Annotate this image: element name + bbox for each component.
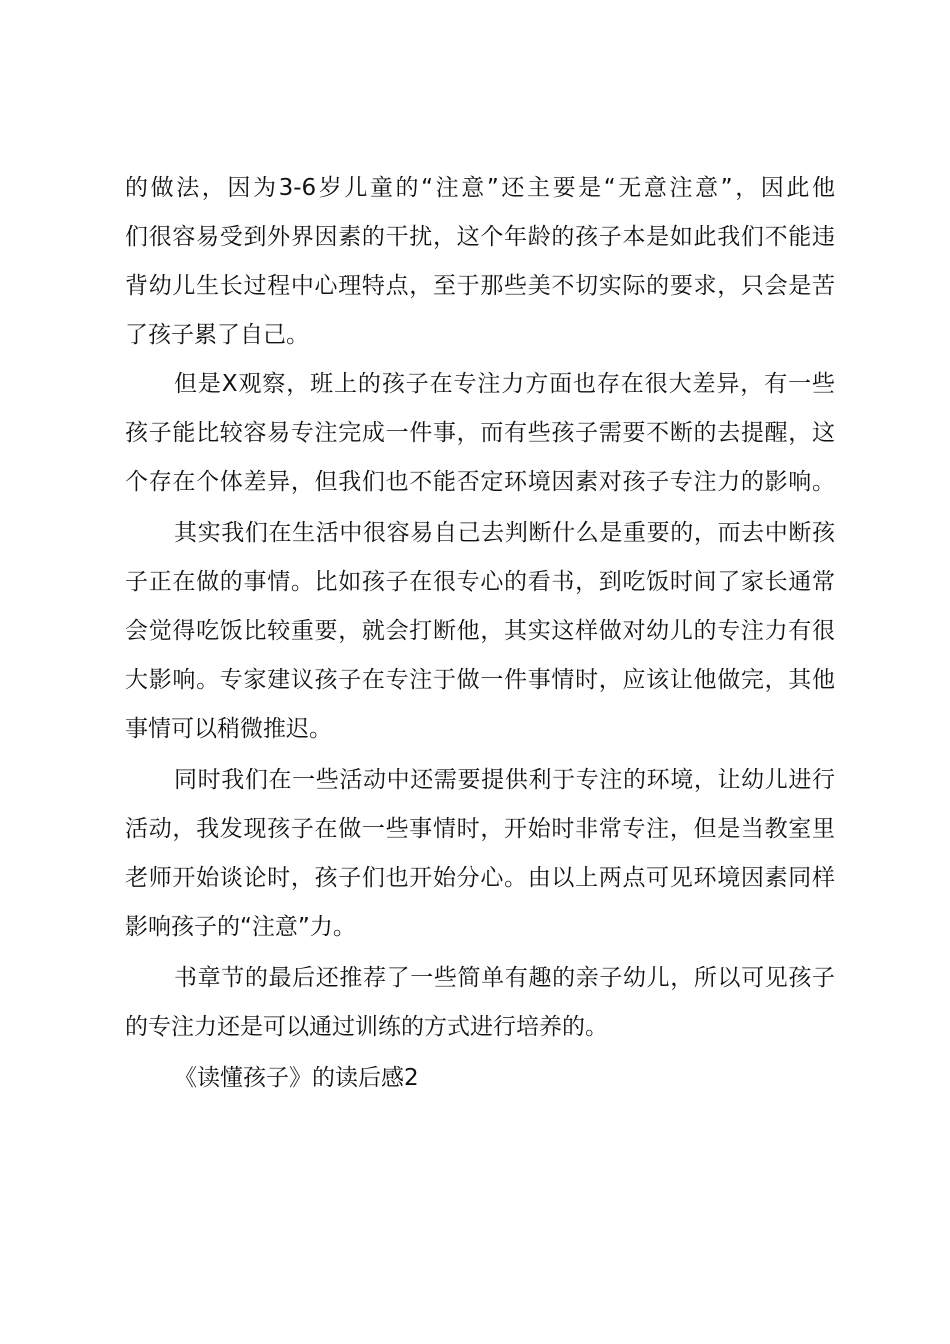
paragraph-5-line-2: 的专注力还是可以通过训练的方式进行培养的。 xyxy=(125,1014,608,1040)
paragraph-1-line-2: 们很容易受到外界因素的干扰，这个年龄的孩子本是如此我们不能违 xyxy=(125,224,835,250)
paragraph-1-line-3: 背幼儿生长过程中心理特点，至于那些美不切实际的要求，只会是苦 xyxy=(125,273,835,299)
paragraph-3-line-2: 子正在做的事情。比如孩子在很专心的看书，到吃饭时间了家长通常 xyxy=(125,569,835,595)
paragraph-4-line-1: 同时我们在一些活动中还需要提供利于专注的环境，让幼儿进行 xyxy=(174,767,835,793)
paragraph-1-line-4: 了孩子累了自己。 xyxy=(125,322,309,348)
paragraph-3-line-4: 大影响。专家建议孩子在专注于做一件事情时，应该让他做完，其他 xyxy=(125,667,835,693)
paragraph-2-line-1: 但是X观察，班上的孩子在专注力方面也存在很大差异，有一些 xyxy=(174,371,835,397)
paragraph-1-line-1: 的做法，因为3-6岁儿童的“注意”还主要是“无意注意”，因此他 xyxy=(125,175,835,201)
section-title: 《读懂孩子》的读后感2 xyxy=(174,1065,419,1091)
paragraph-4-line-3: 老师开始谈论时，孩子们也开始分心。由以上两点可见环境因素同样 xyxy=(125,865,835,891)
paragraph-3-line-5: 事情可以稍微推迟。 xyxy=(125,716,332,742)
paragraph-3-line-1: 其实我们在生活中很容易自己去判断什么是重要的，而去中断孩 xyxy=(174,520,835,546)
paragraph-5-line-1: 书章节的最后还推荐了一些简单有趣的亲子幼儿，所以可见孩子 xyxy=(174,965,835,991)
paragraph-4-line-2: 活动，我发现孩子在做一些事情时，开始时非常专注，但是当教室里 xyxy=(125,816,835,842)
paragraph-2-line-2: 孩子能比较容易专注完成一件事，而有些孩子需要不断的去提醒，这 xyxy=(125,420,835,446)
paragraph-2-line-3: 个存在个体差异，但我们也不能否定环境因素对孩子专注力的影响。 xyxy=(125,469,835,495)
paragraph-3-line-3: 会觉得吃饭比较重要，就会打断他，其实这样做对幼儿的专注力有很 xyxy=(125,618,835,644)
paragraph-4-line-4: 影响孩子的“注意”力。 xyxy=(125,914,356,940)
